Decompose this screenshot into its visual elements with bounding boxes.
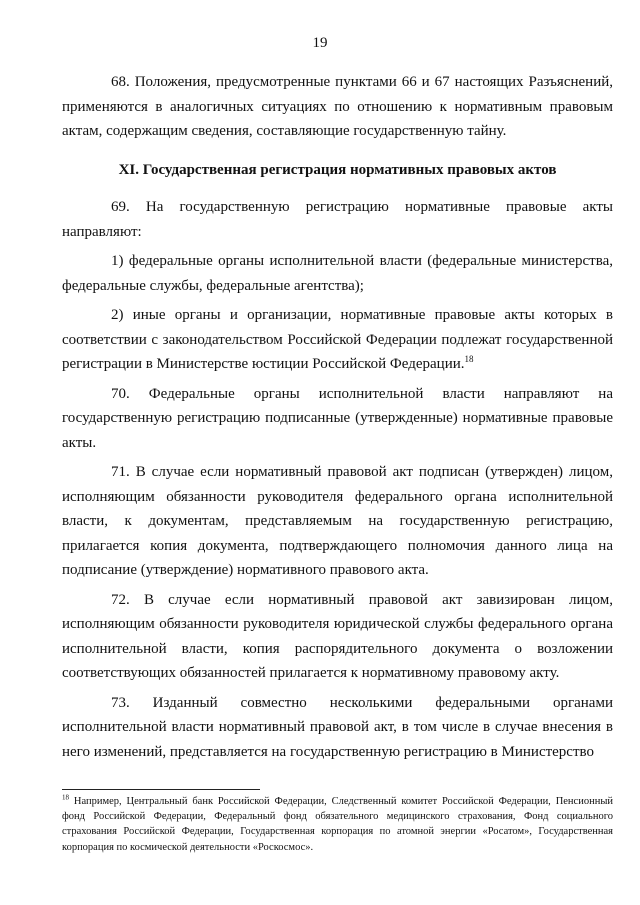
paragraph-70: 70. Федеральные органы исполнительной власти направляют на государственную регистрацию подписанные (утвержденные) нормативные правовые акты.: [62, 385, 613, 451]
paragraph-73: 73. Изданный совместно несколькими федеральными органами исполнительной власти нормативный правовой акт, в том числе в случае внесения в него изменений, представляется на государственную регистрацию в Министерство: [62, 694, 613, 760]
paragraph-68: 68. Положения, предусмотренные пунктами 66 и 67 настоящих Разъяснений, применяются в аналогичных ситуациях по отношению к нормативным правовым актам, содержащим сведения, составляющие государственную тайну.: [62, 74, 613, 139]
document-body: [62, 70, 613, 768]
footnote-reference: 18: [464, 354, 474, 364]
paragraph-71: 71. В случае если нормативный правовой акт подписан (утвержден) лицом, исполняющим обязанности руководителя федерального органа исполнительной власти, к документам, представляемым на государственную регистрацию, прилагается копия документа, подтверждающего полномочия данного лица на подписание (утверждение) нормативного правового акта.: [62, 464, 613, 578]
paragraph-69: 69. На государственную регистрацию нормативные правовые акты направляют:: [62, 199, 613, 240]
paragraph-69-item-2-text: 2) иные органы и организации, нормативные правовые акты которых в соответствии с законодательством Российской Федерации подлежат государственной регистрации в Министерстве юстиции Российской Федерации.: [62, 307, 613, 372]
page-number: 19: [312, 35, 328, 51]
paragraph-69-item-1: 1) федеральные органы исполнительной власти (федеральные министерства, федеральные службы, федеральные агентства);: [62, 253, 613, 294]
paragraph-69-item-2: [62, 303, 613, 377]
paragraph-72: 72. В случае если нормативный правовой акт завизирован лицом, исполняющим обязанности руководителя юридической службы федерального органа исполнительной власти, копия распорядительного документа о возложении соответствующих обязанностей прилагается к нормативному правовому акту.: [62, 591, 613, 681]
footnote: [62, 794, 613, 855]
footnote-separator: [62, 789, 260, 790]
footnote-marker: 18: [62, 793, 69, 802]
section-heading: XI. Государственная регистрация нормативных правовых актов: [118, 161, 557, 178]
footnote-text: Например, Центральный банк Российской Федерации, Следственный комитет Российской Федерации, Пенсионный фонд Российской Федерации, Федеральный фонд обязательного медицинского страхования, Фонд социального страхования Российской Федерации, Государственная корпорация по атомной энергии «Росатом», Государственная корпорация по космической деятельности «Роскосмос».: [62, 796, 613, 853]
